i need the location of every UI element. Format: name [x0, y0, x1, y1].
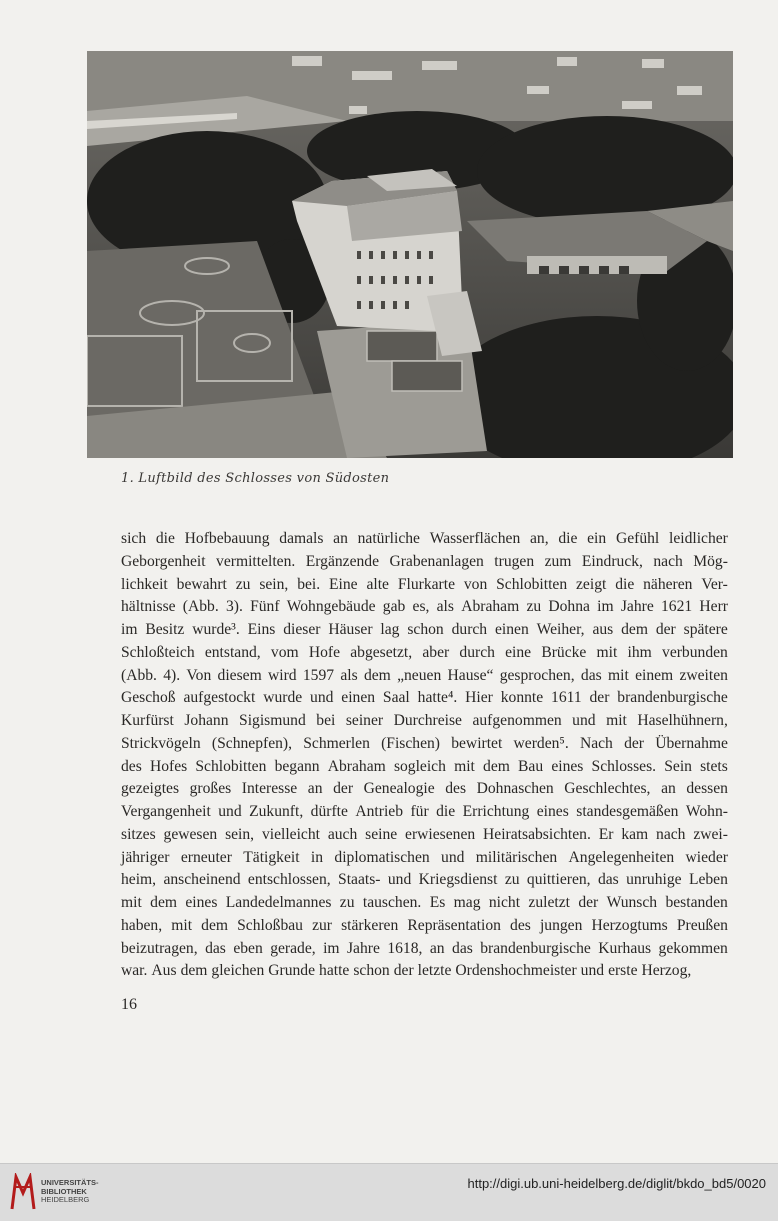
aerial-photo-image [87, 51, 733, 458]
library-logo-icon [10, 1173, 36, 1211]
text-line: sich die Hofbebauung damals an natürliche Wasserflächen an, die ein Gefühl leidlicher [121, 530, 728, 547]
text-line: Strickvögeln (Schnepfen), Schmerlen (Fischen) bewirtet werden⁵. Nach der Übernahme [121, 734, 728, 752]
text-line: beizutragen, das eben gerade, im Jahre 1618, an das brandenburgische Kurhaus gekommen [121, 939, 728, 957]
library-logo-text [41, 1179, 99, 1205]
text-line: gezeigtes großes Interesse an der Genealogie des Dohnaschen Geschlechtes, an dessen [121, 780, 728, 798]
text-line: Vergangenheit und Zukunft, dürfte Antrieb für die Errichtung eines standesgemäßen Wohn- [121, 803, 728, 820]
body-text [121, 528, 728, 983]
text-line: Geschoß aufgestockt wurde und einen Saal hatte⁴. Hier konnte 1611 der brandenburgische [121, 689, 728, 707]
text-line: hältnisse (Abb. 3). Fünf Wohngebäude gab es, als Abraham zu Dohna im Jahre 1621 Herr [121, 598, 728, 616]
text-line: sitzes gewesen sein, vielleicht auch seine erwiesenen Heiratsabsichten. Er kam nach zwei- [121, 825, 728, 843]
text-line: Geborgenheit vermittelten. Ergänzende Grabenanlagen trugen zum Eindruck, nach Mög- [121, 552, 728, 570]
text-line: haben, mit dem Schloßbau zur stärkeren Repräsentation des jungen Herzogtums Preußen [121, 916, 728, 934]
logo-line: UNIVERSITÄTS- [41, 1178, 99, 1188]
text-line: heim, anscheinend entschlossen, Staats- und Kriegsdienst zu quittieren, das unruhige Leben [121, 871, 728, 889]
aerial-photograph [87, 51, 733, 458]
text-line: (Abb. 4). Von diesem wird 1597 als dem „neuen Hause“ gesprochen, das mit einem zweiten [121, 666, 728, 684]
text-line: des Hofes Schlobitten begann Abraham sogleich mit dem Bau eines Schlosses. Sein stets [121, 757, 728, 775]
text-line: war. Aus dem gleichen Grunde hatte schon der letzte Ordenshochmeister und erste Herzog, [121, 962, 692, 980]
footer-bar [0, 1163, 778, 1221]
logo-line: BIBLIOTHEK [41, 1186, 87, 1196]
text-line: mit dem eines Landedelmannes zu tauschen. Es mag nicht zuletzt der Wunsch bestanden [121, 894, 728, 911]
text-line: im Besitz wurde³. Eins dieser Häuser lag schon durch einen Weiher, aus dem der spätere [121, 621, 728, 638]
text-line: lichkeit bewahrt zu sein, bei. Eine alte Flurkarte von Schlobitten zeigt die näheren Ver- [121, 575, 728, 593]
text-line: Kurfürst Johann Sigismund bei seiner Durchreise aufgenommen und mit Haselhühnern, [121, 712, 728, 729]
logo-line: HEIDELBERG [41, 1195, 90, 1205]
library-logo[interactable] [10, 1173, 99, 1211]
text-line: Schloßteich entstand, vom Hofe abgesetzt, aber durch eine Brücke mit ihm verbunden [121, 643, 728, 661]
permalink-url[interactable]: http://digi.ub.uni-heidelberg.de/diglit/bkdo_bd5/0020 [467, 1176, 766, 1191]
text-line: jähriger erneuter Tätigkeit in diplomatischen und militärischen Angelegenheiten wieder [121, 848, 728, 866]
figure-caption: 1. Luftbild des Schlosses von Südosten [121, 471, 390, 486]
page-number: 16 [121, 996, 137, 1013]
